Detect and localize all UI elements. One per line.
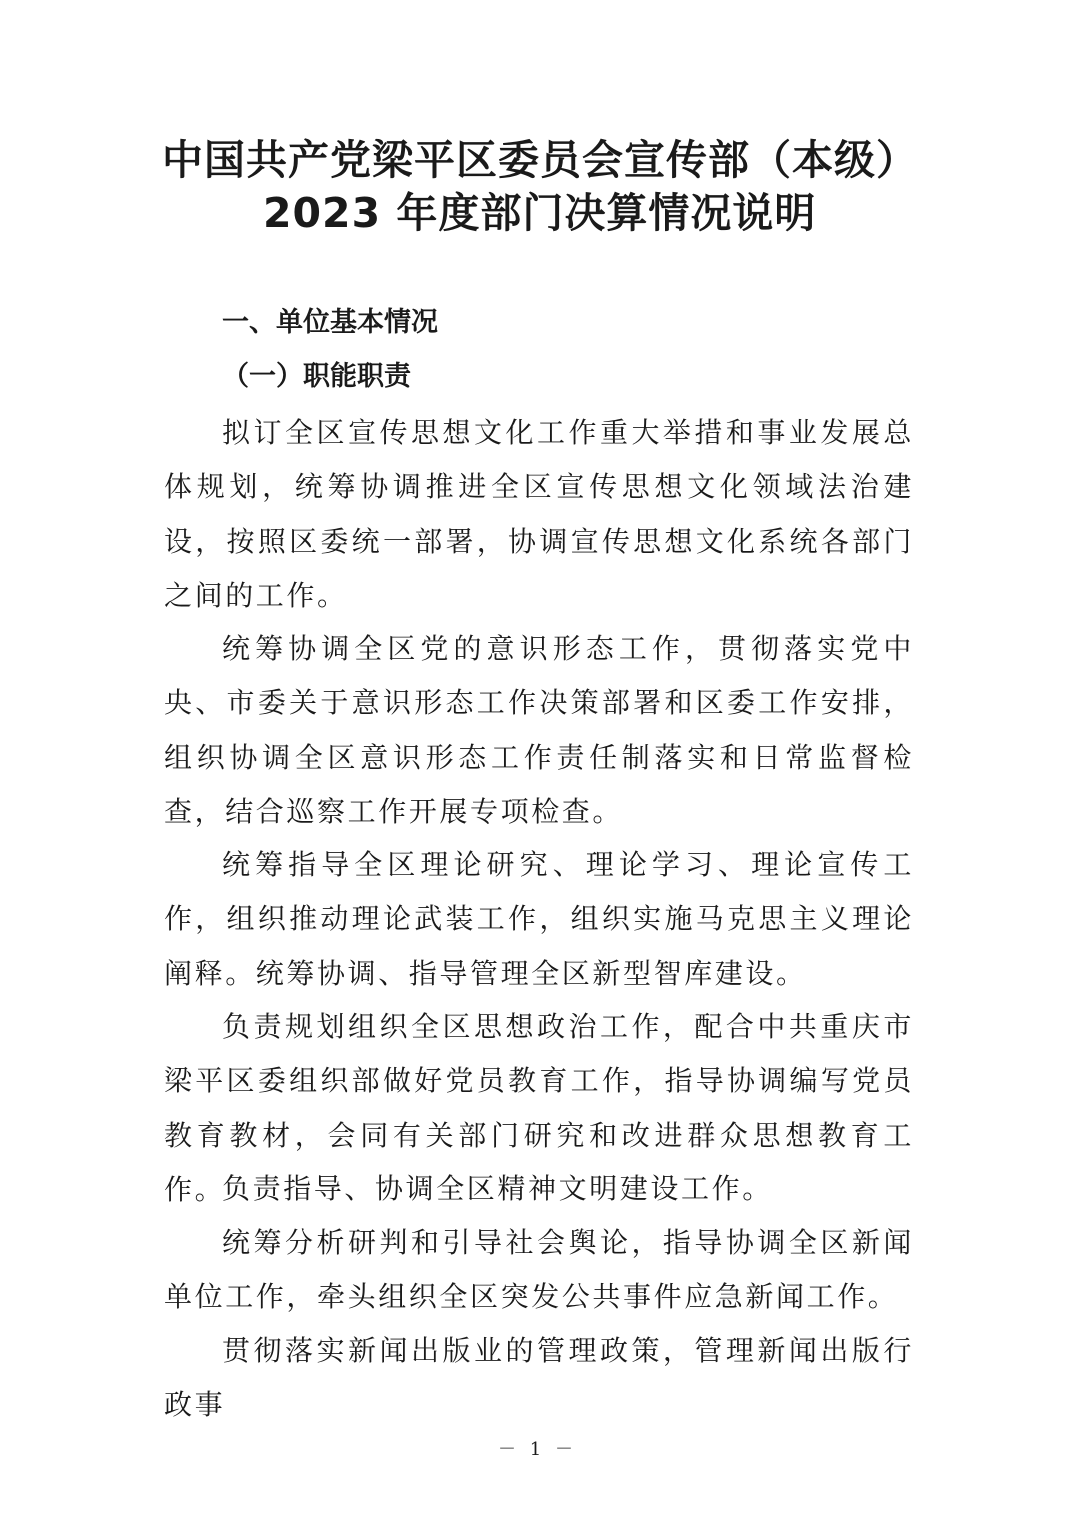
paragraph-2: 统筹协调全区党的意识形态工作，贯彻落实党中央、市委关于意识形态工作决策部署和区委工作安排，组织协调全区意识形态工作责任制落实和日常监督检查，结合巡察工作开展专项检查。 [164, 632, 914, 829]
section-heading: 一、单位基本情况 [222, 307, 438, 338]
document-title-line-1: 中国共产党梁平区委员会宣传部（本级） [162, 136, 918, 184]
paragraph-7: 贯彻落实新闻出版业的管理政策，管理新闻出版行政事 [164, 1334, 914, 1422]
paragraph-1: 拟订全区宣传思想文化工作重大举措和事业发展总体规划，统筹协调推进全区宣传思想文化领域法治建设，按照区委统一部署，协调宣传思想文化系统各部门之间的工作。 [164, 416, 914, 613]
document-title-line-2: 2023 年度部门决算情况说明 [263, 189, 817, 237]
paragraph-6: 统筹分析研判和引导社会舆论，指导协调全区新闻单位工作，牵头组织全区突发公共事件应急新闻工作。 [164, 1226, 914, 1314]
paragraph-4: 负责规划组织全区思想政治工作，配合中共重庆市梁平区委组织部做好党员教育工作，指导协调编写党员教育教材，会同有关部门研究和改进群众思想教育工作。 [164, 1010, 914, 1207]
paragraph-3: 统筹指导全区理论研究、理论学习、理论宣传工作，组织推动理论武装工作，组织实施马克思主义理论阐释。统筹协调、指导管理全区新型智库建设。 [164, 848, 914, 990]
page-number: － 1 － [498, 1439, 577, 1460]
paragraph-5: 负责指导、协调全区精神文明建设工作。 [222, 1172, 773, 1205]
subsection-heading: （一）职能职责 [222, 361, 411, 392]
